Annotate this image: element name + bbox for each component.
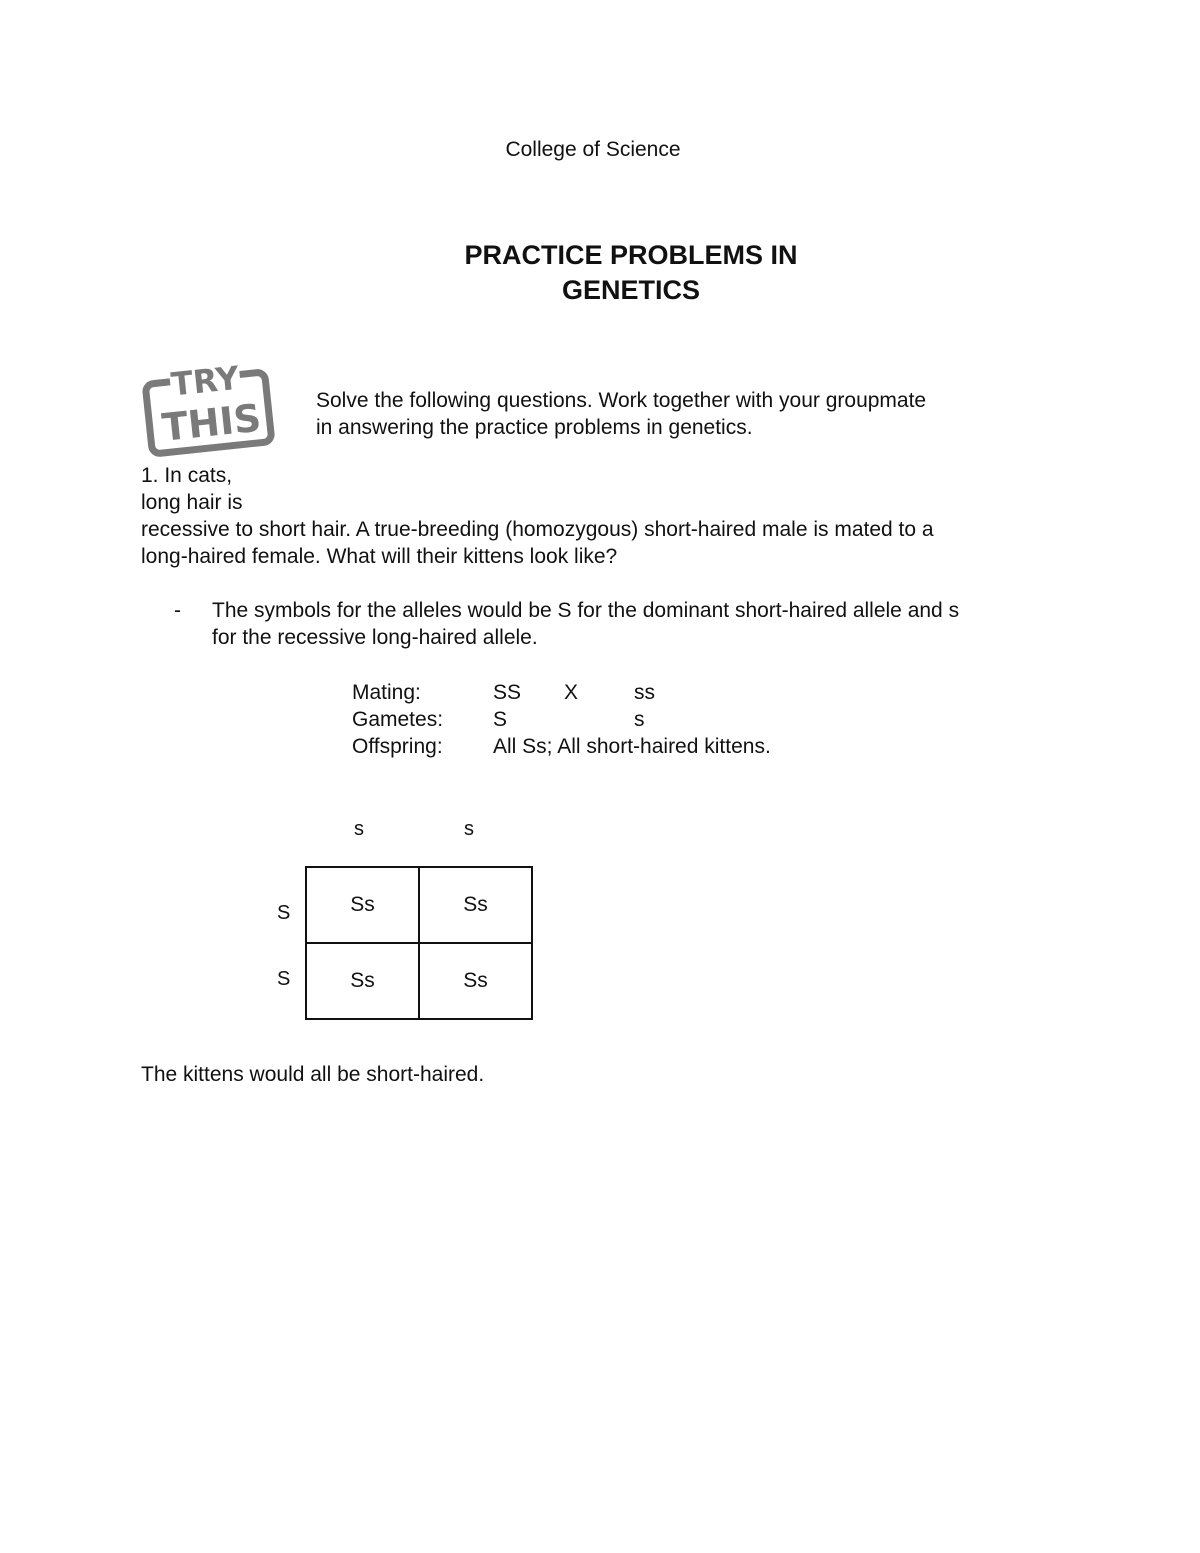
- title-line-1: PRACTICE PROBLEMS IN: [464, 240, 798, 270]
- question-line-4: long-haired female. What will their kittens look like?: [141, 545, 618, 568]
- badge-text-try: TRY: [169, 358, 241, 404]
- institution-header: College of Science: [505, 138, 681, 161]
- punnett-cell: Ss: [419, 867, 532, 943]
- question-body: [141, 516, 934, 570]
- question-line-3: recessive to short hair. A true-breeding (homozygous) short-haired male is mated to a: [141, 518, 934, 541]
- side-allele-2: S: [277, 968, 291, 990]
- top-allele-2: s: [464, 818, 474, 840]
- title-line-2: GENETICS: [561, 275, 701, 305]
- punnett-cell: Ss: [306, 867, 419, 943]
- punnett-row: [306, 867, 532, 943]
- top-allele-1: s: [354, 818, 364, 840]
- instructions-line-2: in answering the practice problems in genetics.: [316, 416, 753, 439]
- offspring-label: Offspring:: [352, 735, 443, 758]
- question-line-2: long hair is: [141, 491, 243, 514]
- bullet-text: [212, 597, 959, 651]
- instructions-line-1: Solve the following questions. Work together with your groupmate: [316, 389, 927, 412]
- question-line-1: 1. In cats,: [141, 464, 233, 487]
- punnett-row: [306, 943, 532, 1019]
- conclusion: The kittens would all be short-haired.: [141, 1063, 485, 1086]
- offspring-value: All Ss; All short-haired kittens.: [493, 735, 771, 758]
- mating-cross-symbol: X: [564, 681, 579, 704]
- gametes-parent-1: S: [493, 708, 508, 731]
- page-title: [0, 238, 1200, 308]
- bullet-line-1: The symbols for the alleles would be S for the dominant short-haired allele and s: [212, 599, 960, 622]
- try-this-badge-icon: [138, 358, 278, 458]
- question-intro: [141, 462, 243, 516]
- mating-label: Mating:: [352, 681, 421, 704]
- gametes-label: Gametes:: [352, 708, 444, 731]
- gametes-parent-2: s: [634, 708, 645, 731]
- bullet-marker: -: [174, 599, 181, 622]
- punnett-cell: Ss: [419, 943, 532, 1019]
- badge-text-this: THIS: [159, 395, 264, 450]
- instructions: [316, 387, 926, 441]
- mating-parent-1: SS: [493, 681, 522, 704]
- bullet-line-2: for the recessive long-haired allele.: [212, 626, 538, 649]
- side-allele-1: S: [277, 902, 291, 924]
- punnett-square: [270, 810, 550, 1030]
- punnett-cell: Ss: [306, 943, 419, 1019]
- punnett-grid: [305, 866, 533, 1020]
- mating-parent-2: ss: [634, 681, 655, 704]
